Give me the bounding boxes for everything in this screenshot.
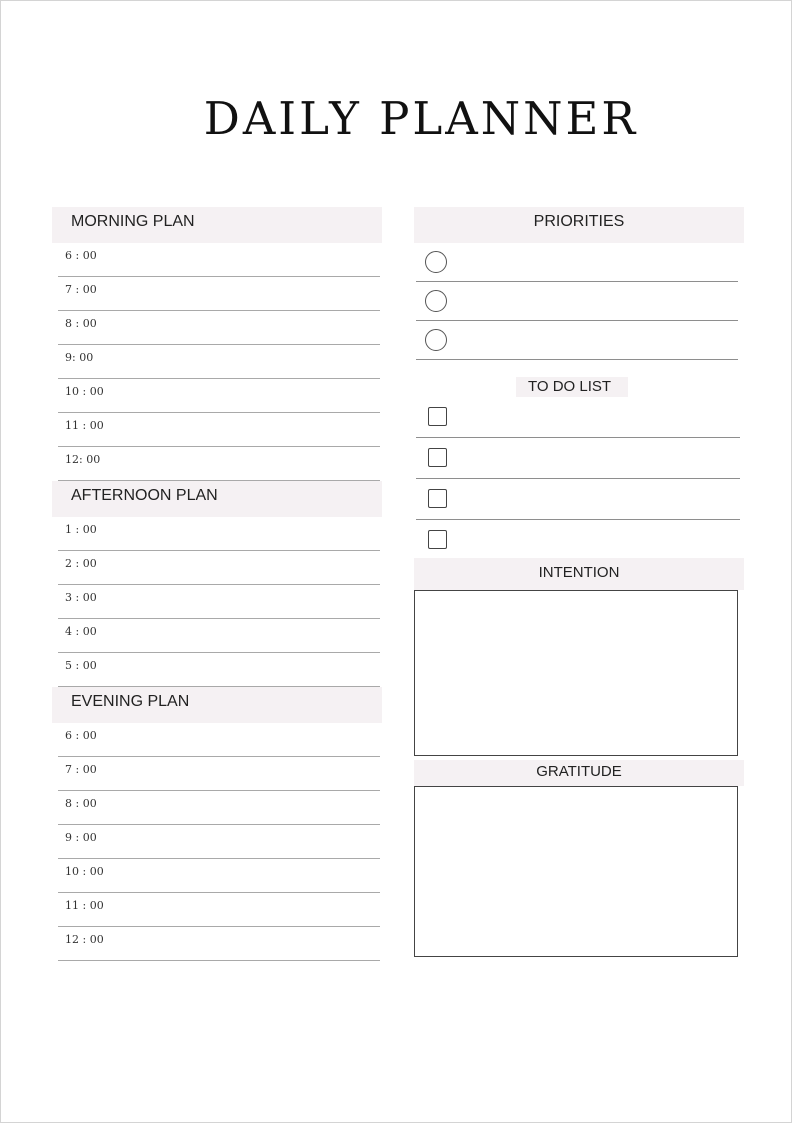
- time-row[interactable]: [58, 311, 380, 345]
- time-row[interactable]: [58, 551, 380, 585]
- gratitude-header: GRATITUDE: [414, 760, 744, 786]
- time-label: 5 : 00: [65, 659, 97, 672]
- todo-checkbox[interactable]: [428, 530, 447, 549]
- time-label: 10 : 00: [65, 385, 104, 398]
- priority-row[interactable]: [416, 243, 738, 282]
- time-row[interactable]: [58, 825, 380, 859]
- todo-checkbox[interactable]: [428, 489, 447, 508]
- time-label: 6 : 00: [65, 729, 97, 742]
- time-label: 11 : 00: [65, 419, 104, 432]
- time-row[interactable]: [58, 757, 380, 791]
- time-row[interactable]: [58, 653, 380, 687]
- tasks-column: [414, 207, 744, 957]
- todo-checkbox[interactable]: [428, 448, 447, 467]
- time-label: 8 : 00: [65, 317, 97, 330]
- evening-time-list: [52, 723, 382, 961]
- gratitude-box[interactable]: [414, 786, 738, 957]
- intention-header: INTENTION: [414, 558, 744, 590]
- afternoon-plan-header: AFTERNOON PLAN: [52, 481, 382, 517]
- time-label: 10 : 00: [65, 865, 104, 878]
- time-label: 6 : 00: [65, 249, 97, 262]
- morning-plan-header: MORNING PLAN: [52, 207, 382, 243]
- time-row[interactable]: [58, 791, 380, 825]
- afternoon-time-list: [52, 517, 382, 687]
- schedule-column: [52, 207, 382, 961]
- time-label: 7 : 00: [65, 283, 97, 296]
- priority-circle-icon[interactable]: [425, 329, 447, 351]
- priorities-list: [414, 243, 744, 360]
- time-row[interactable]: [58, 619, 380, 653]
- priority-circle-icon[interactable]: [425, 290, 447, 312]
- time-label: 1 : 00: [65, 523, 97, 536]
- time-row[interactable]: [58, 345, 380, 379]
- time-row[interactable]: [58, 243, 380, 277]
- priority-row[interactable]: [416, 282, 738, 321]
- time-label: 11 : 00: [65, 899, 104, 912]
- todo-row[interactable]: [416, 438, 740, 479]
- priorities-header: PRIORITIES: [414, 207, 744, 243]
- intention-box[interactable]: [414, 590, 738, 756]
- time-row[interactable]: [58, 585, 380, 619]
- time-row[interactable]: [58, 517, 380, 551]
- time-row[interactable]: [58, 723, 380, 757]
- todo-list-header: TO DO LIST: [516, 377, 628, 397]
- time-label: 2 : 00: [65, 557, 97, 570]
- priority-row[interactable]: [416, 321, 738, 360]
- time-label: 7 : 00: [65, 763, 97, 776]
- time-row[interactable]: [58, 277, 380, 311]
- time-row[interactable]: [58, 413, 380, 447]
- priority-circle-icon[interactable]: [425, 251, 447, 273]
- todo-list: [414, 397, 744, 558]
- todo-checkbox[interactable]: [428, 407, 447, 426]
- morning-time-list: [52, 243, 382, 481]
- time-label: 8 : 00: [65, 797, 97, 810]
- time-row[interactable]: [58, 927, 380, 961]
- time-label: 3 : 00: [65, 591, 97, 604]
- time-label: 12: 00: [65, 453, 101, 466]
- time-row[interactable]: [58, 859, 380, 893]
- todo-row[interactable]: [416, 520, 740, 558]
- todo-row[interactable]: [416, 479, 740, 520]
- time-row[interactable]: [58, 447, 380, 481]
- time-row[interactable]: [58, 893, 380, 927]
- time-label: 9: 00: [65, 351, 94, 364]
- evening-plan-header: EVENING PLAN: [52, 687, 382, 723]
- todo-row[interactable]: [416, 397, 740, 438]
- time-row[interactable]: [58, 379, 380, 413]
- time-label: 12 : 00: [65, 933, 104, 946]
- time-label: 4 : 00: [65, 625, 97, 638]
- page-title: DAILY PLANNER: [203, 92, 639, 145]
- time-label: 9 : 00: [65, 831, 97, 844]
